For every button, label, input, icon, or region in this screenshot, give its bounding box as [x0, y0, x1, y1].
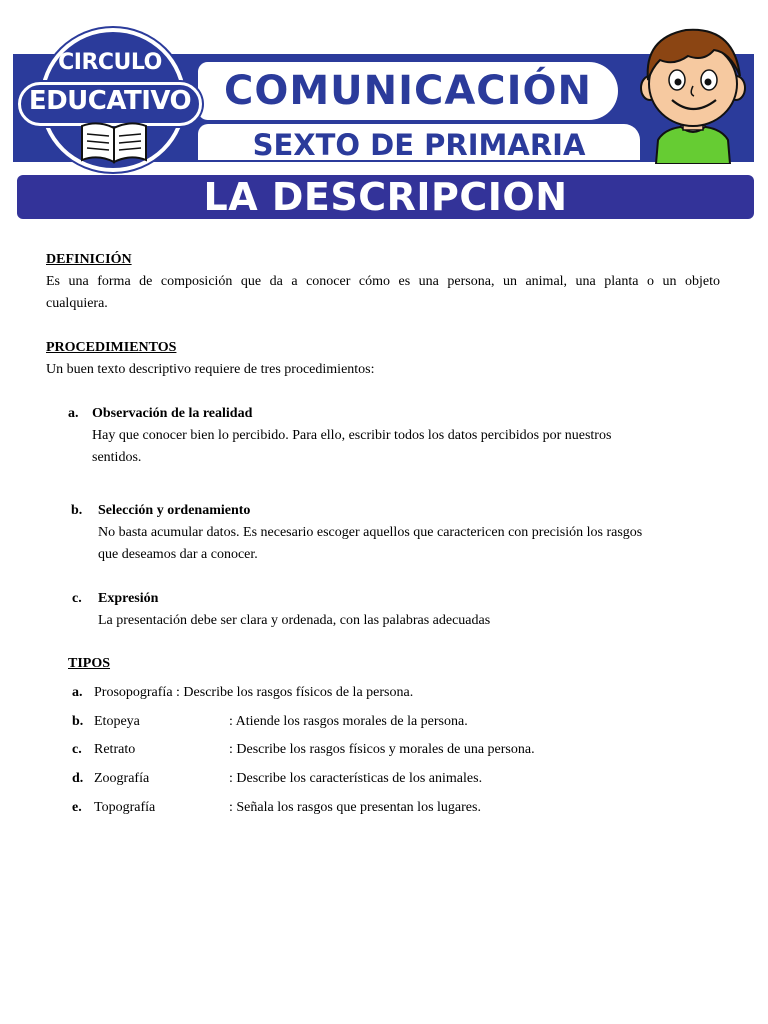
tipo-b-desc: : Atiende los rasgos morales de la persona.	[229, 714, 468, 729]
tipo-a-text: Prosopografía : Describe los rasgos físicos de la persona.	[94, 685, 414, 700]
tipo-e-name: Topografía	[94, 800, 156, 815]
procedimiento-a-title: Observación de la realidad	[92, 406, 253, 421]
definicion-line-1: Es una forma de composición que da a conocer cómo es una persona, un animal, una planta o un objeto	[46, 274, 720, 289]
tipo-a-marker: a.	[72, 685, 83, 700]
procedimiento-b-line-1: No basta acumular datos. Es necesario escoger aquellos que caractericen con precisión los rasgos	[98, 525, 643, 540]
procedimientos-intro: Un buen texto descriptivo requiere de tres procedimientos:	[46, 362, 375, 377]
procedimiento-b-line-2: que deseamos dar a conocer.	[98, 547, 258, 562]
definicion-line-2: cualquiera.	[46, 296, 108, 311]
tipos-heading: TIPOS	[68, 656, 111, 671]
procedimiento-c-line-1: La presentación debe ser clara y ordenada, con las palabras adecuadas	[98, 613, 491, 628]
tipo-c-name: Retrato	[94, 742, 136, 757]
subject-title: COMUNICACIÓN	[223, 68, 593, 114]
tipo-e-desc: : Señala los rasgos que presentan los lugares.	[229, 800, 481, 815]
logo-text-top: CIRCULO	[58, 50, 162, 75]
circulo-educativo-logo	[18, 20, 202, 170]
tipo-d-marker: d.	[72, 771, 84, 786]
procedimiento-a-line-2: sentidos.	[92, 450, 142, 465]
tipo-d-name: Zoografía	[94, 771, 150, 786]
procedimientos-heading: PROCEDIMIENTOS	[46, 340, 177, 355]
page-title: LA DESCRIPCION	[203, 175, 568, 219]
procedimiento-a-marker: a.	[68, 406, 79, 421]
procedimiento-c-marker: c.	[72, 591, 82, 606]
tipo-c-desc: : Describe los rasgos físicos y morales de una persona.	[229, 742, 535, 757]
logo-text-bottom: EDUCATIVO	[28, 86, 192, 116]
tipo-b-marker: b.	[72, 714, 84, 729]
procedimiento-c-title: Expresión	[98, 591, 159, 606]
tipo-e-marker: e.	[72, 800, 82, 815]
procedimiento-b-title: Selección y ordenamiento	[98, 503, 251, 518]
tipo-d-desc: : Describe los características de los animales.	[229, 771, 483, 786]
definicion-heading: DEFINICIÓN	[46, 252, 132, 267]
boy-icon	[630, 22, 756, 164]
book-icon	[78, 116, 150, 166]
procedimiento-b-marker: b.	[71, 503, 83, 518]
grade-title: SEXTO DE PRIMARIA	[252, 128, 586, 162]
procedimiento-a-line-1: Hay que conocer bien lo percibido. Para ello, escribir todos los datos percibidos por nuestros	[92, 428, 612, 443]
tipo-b-name: Etopeya	[94, 714, 140, 729]
tipo-c-marker: c.	[72, 742, 82, 757]
